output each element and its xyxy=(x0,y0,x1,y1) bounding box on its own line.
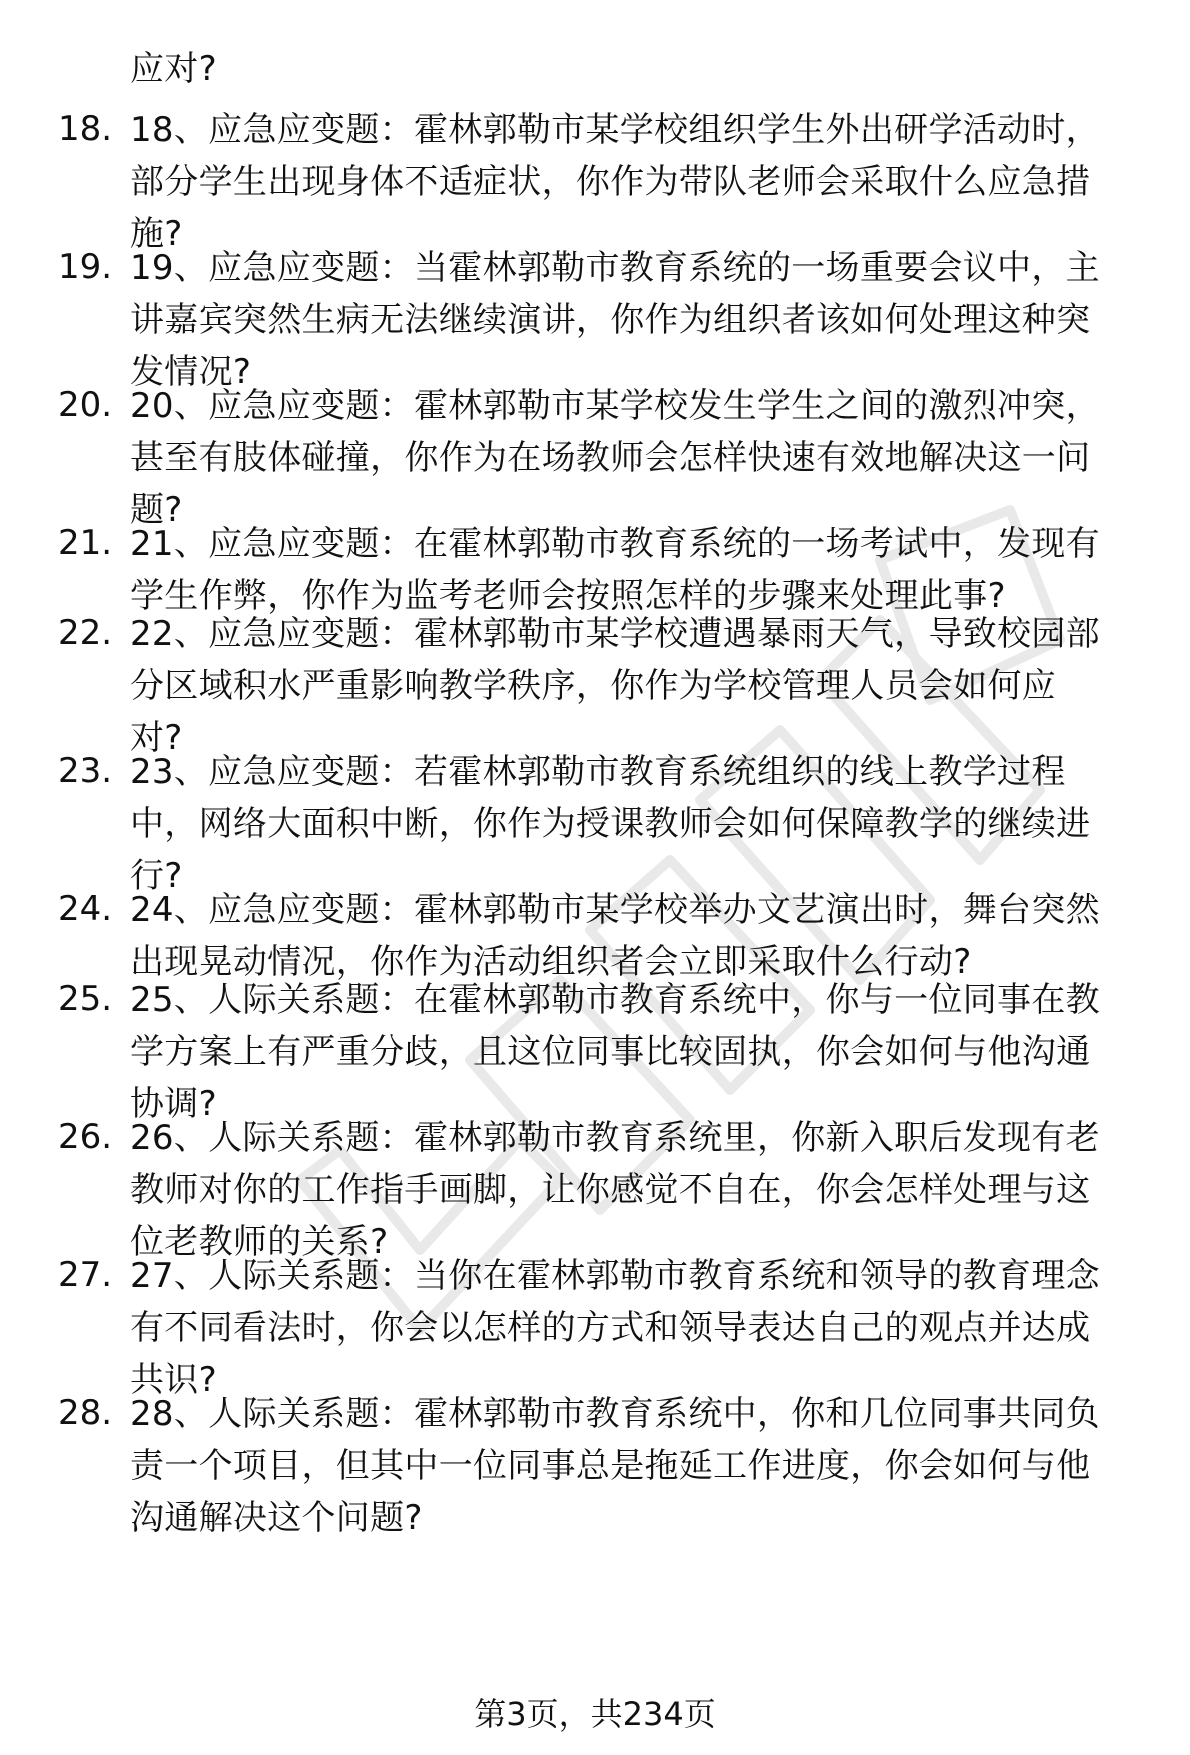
text-line: 行? xyxy=(130,856,183,896)
item-text xyxy=(130,104,1150,260)
item-number: 18. xyxy=(58,109,113,149)
text-line: 题? xyxy=(130,490,183,530)
item-number: 19. xyxy=(58,247,113,287)
item-text xyxy=(130,380,1150,536)
text-line: 教师对你的工作指手画脚，让你感觉不自在，你会怎样处理与这 xyxy=(130,1170,1091,1210)
text-line: 27、人际关系题：当你在霍林郭勒市教育系统和领导的教育理念 xyxy=(130,1256,1100,1296)
item-text xyxy=(130,608,1150,764)
text-line: 责一个项目，但其中一位同事总是拖延工作进度，你会如何与他 xyxy=(130,1446,1091,1486)
text-line: 23、应急应变题：若霍林郭勒市教育系统组织的线上教学过程 xyxy=(130,752,1066,792)
text-line: 22、应急应变题：霍林郭勒市某学校遭遇暴雨天气，导致校园部 xyxy=(130,614,1100,654)
text-line: 发情况? xyxy=(130,352,252,392)
item-text xyxy=(130,746,1150,902)
text-line: 18、应急应变题：霍林郭勒市某学校组织学生外出研学活动时， xyxy=(130,110,1100,150)
text-line: 25、人际关系题：在霍林郭勒市教育系统中，你与一位同事在教 xyxy=(130,980,1100,1020)
text-line: 26、人际关系题：霍林郭勒市教育系统里，你新入职后发现有老 xyxy=(130,1118,1100,1158)
item-text xyxy=(130,518,1150,622)
item-number: 27. xyxy=(58,1255,113,1295)
text-line: 讲嘉宾突然生病无法继续演讲，你作为组织者该如何处理这种突 xyxy=(130,300,1091,340)
item-text xyxy=(130,1112,1150,1268)
text-line: 共识? xyxy=(130,1360,217,1400)
text-line: 出现晃动情况，你作为活动组织者会立即采取什么行动? xyxy=(130,942,972,982)
item-number: 28. xyxy=(58,1393,113,1433)
item-number: 23. xyxy=(58,751,113,791)
text-line: 20、应急应变题：霍林郭勒市某学校发生学生之间的激烈冲突， xyxy=(130,386,1100,426)
item-number: 24. xyxy=(58,889,113,929)
continuation-text: 应对? xyxy=(130,49,217,89)
item-number: 22. xyxy=(58,613,113,653)
text-line: 28、人际关系题：霍林郭勒市教育系统中，你和几位同事共同负 xyxy=(130,1394,1100,1434)
text-line: 学生作弊，你作为监考老师会按照怎样的步骤来处理此事? xyxy=(130,576,1006,616)
item-text xyxy=(130,1250,1150,1406)
text-line: 19、应急应变题：当霍林郭勒市教育系统的一场重要会议中，主 xyxy=(130,248,1100,288)
item-number: 21. xyxy=(58,523,113,563)
text-line: 施? xyxy=(130,214,183,254)
text-line: 学方案上有严重分歧，且这位同事比较固执，你会如何与他沟通 xyxy=(130,1032,1091,1072)
text-line: 21、应急应变题：在霍林郭勒市教育系统的一场考试中，发现有 xyxy=(130,524,1100,564)
text-line: 24、应急应变题：霍林郭勒市某学校举办文艺演出时，舞台突然 xyxy=(130,890,1100,930)
text-line: 分区域积水严重影响教学秩序，你作为学校管理人员会如何应 xyxy=(130,666,1057,706)
item-number: 25. xyxy=(58,979,113,1019)
text-line: 有不同看法时，你会以怎样的方式和领导表达自己的观点并达成 xyxy=(130,1308,1091,1348)
text-line: 部分学生出现身体不适症状，你作为带队老师会采取什么应急措 xyxy=(130,162,1091,202)
text-line: 中，网络大面积中断，你作为授课教师会如何保障教学的继续进 xyxy=(130,804,1091,844)
text-line: 沟通解决这个问题? xyxy=(130,1498,423,1538)
text-line: 协调? xyxy=(130,1084,217,1124)
item-text xyxy=(130,1388,1150,1544)
item-number: 26. xyxy=(58,1117,113,1157)
item-text xyxy=(130,974,1150,1130)
item-text xyxy=(130,242,1150,398)
text-line: 甚至有肢体碰撞，你作为在场教师会怎样快速有效地解决这一问 xyxy=(130,438,1091,478)
page-footer: 第3页，共234页 xyxy=(474,1695,716,1733)
item-number: 20. xyxy=(58,385,113,425)
item-text xyxy=(130,884,1150,988)
text-line: 位老教师的关系? xyxy=(130,1222,389,1262)
text-line: 对? xyxy=(130,718,183,758)
